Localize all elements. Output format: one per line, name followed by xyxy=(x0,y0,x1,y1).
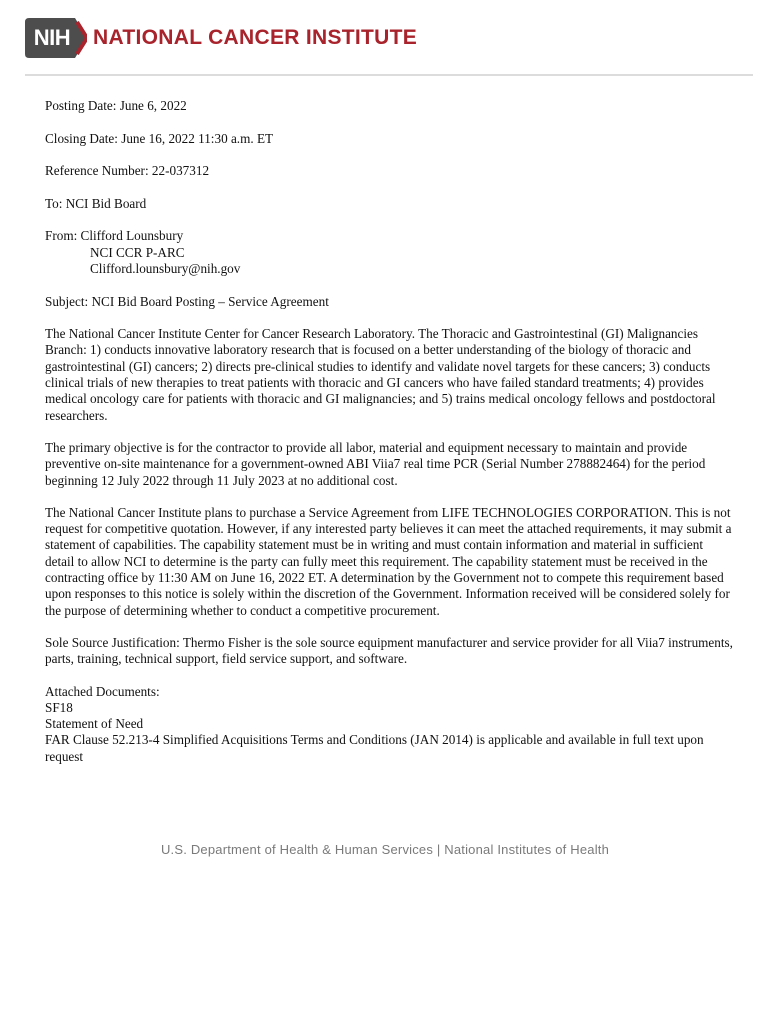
paragraph-purchase-notice: The National Cancer Institute plans to purchase a Service Agreement from LIFE TECHNOLOGIES CORPORATION. This is not request for competitive quotation. However, if any interested party believes it can meet the attached requirements, it may submit a statement of capabilities. The capability statement must be in writing and must contain information and material in sufficient detail to allow NCI to determine is the party can fully meet this requirement. The capability statement must be received in the contracting office by 11:30 AM on June 16, 2022 ET. A determination by the Government not to compete this requirement based upon responses to this notice is solely within the discretion of the Government. Information received will be considered solely for the purpose of determining whether to conduct a competitive procurement. xyxy=(45,504,732,618)
header xyxy=(25,18,417,58)
header-divider xyxy=(25,74,753,76)
nih-logo-text: NIH xyxy=(33,25,71,50)
nih-logo xyxy=(25,18,87,58)
posting-date: Posting Date: June 6, 2022 xyxy=(45,98,187,113)
closing-date: Closing Date: June 16, 2022 11:30 a.m. ET xyxy=(45,130,274,146)
from-email: Clifford.lounsbury@nih.gov xyxy=(90,260,241,276)
paragraph-branch-description: The National Cancer Institute Center for Cancer Research Laboratory. The Thoracic and Gastrointestinal (GI) Malignancies Branch: 1) conducts innovative laboratory research that is focused on a better understanding of the biology of thoracic and gastrointestinal (GI) cancers; 2) directs pre-clinical studies to identify and validate novel targets for these cancers; 3) conducts clinical trials of new therapies to treat patients with thoracic and GI cancers who have failed standard treatments; 4) provides medical oncology care for patients with thoracic and GI malignancies; and 5) trains medical oncology fellows and postdoctoral researchers. xyxy=(45,326,716,423)
attached-item: Statement of Need xyxy=(45,716,144,732)
reference-number: Reference Number: 22-037312 xyxy=(45,163,210,179)
from-line: From: Clifford Lounsbury xyxy=(45,228,184,244)
institute-name: NATIONAL CANCER INSTITUTE xyxy=(93,26,418,49)
attached-documents xyxy=(45,684,735,765)
paragraph-objective: The primary objective is for the contractor to provide all labor, material and equipment necessary to maintain and provide preventive on-site maintenance for a government-owned ABI Viia7 real time PCR (Serial Number 278882464) for the period beginning 12 July 2022 through 11 July 2023 at no additional cost. xyxy=(45,439,706,488)
attached-item: SF18 xyxy=(45,699,73,715)
footer: U.S. Department of Health & Human Services | National Institutes of Health xyxy=(160,842,610,857)
subject-line: Subject: NCI Bid Board Posting – Service Agreement xyxy=(45,293,329,309)
to-line: To: NCI Bid Board xyxy=(45,195,147,211)
attached-item: FAR Clause 52.213-4 Simplified Acquisitions Terms and Conditions (JAN 2014) is applicable and available in full text upon request xyxy=(45,732,704,764)
from-org: NCI CCR P-ARC xyxy=(90,244,185,260)
from-block xyxy=(45,228,735,277)
document-body xyxy=(45,98,735,765)
paragraph-sole-source: Sole Source Justification: Thermo Fisher is the sole source equipment manufacturer and service provider for all Viia7 instruments, parts, training, technical support, field service support, and software. xyxy=(45,634,733,667)
attached-heading: Attached Documents: xyxy=(45,683,160,699)
